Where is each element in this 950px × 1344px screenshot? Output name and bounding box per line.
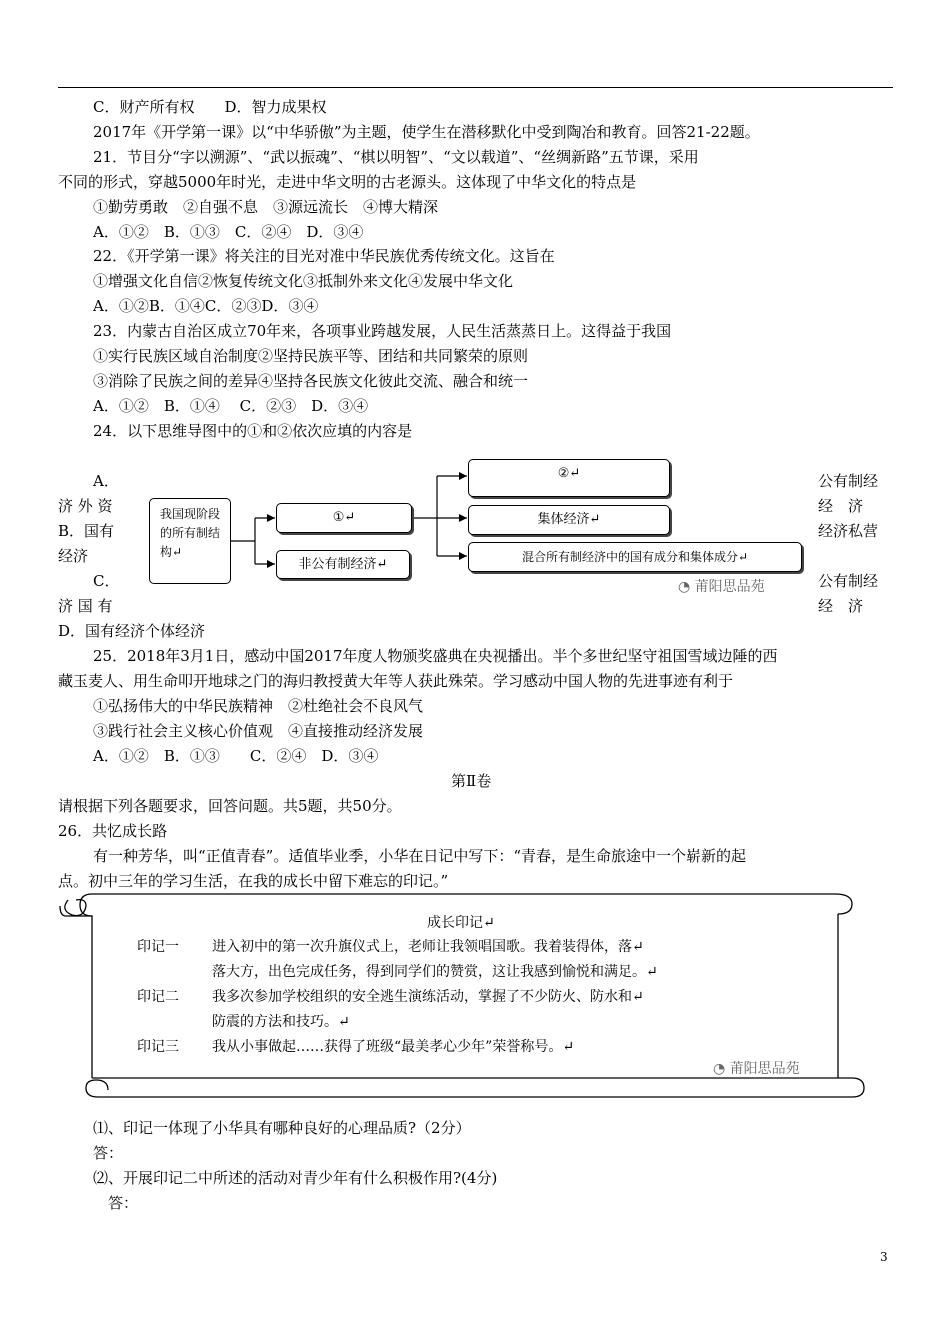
wechat-icon: ◔ <box>678 579 691 595</box>
q24-option-c-right-cont: 经 济 <box>818 597 864 615</box>
q24-option-c: C． <box>93 572 120 590</box>
q24-option-b: B．国有 <box>58 522 115 540</box>
record-2-label: 印记二 <box>137 989 179 1005</box>
q21-items: ①勤劳勇敢 ②自强不息 ③源远流长 ④博大精深 <box>93 198 439 216</box>
q22-options: A．①②B．①④C．②③D．③④ <box>93 297 319 315</box>
record-1-label: 印记一 <box>137 939 179 955</box>
q25-stem-cont: 藏玉麦人、用生命叩开地球之门的海归教授黄大年等人获此殊荣。学习感动中国人物的先进事迹有利于 <box>58 672 734 690</box>
wechat-icon: ◔ <box>713 1061 726 1077</box>
q23-stem: 23．内蒙古自治区成立70年来，各项事业跨越发展，人民生活蒸蒸日上。这得益于我国 <box>93 322 672 340</box>
q23-options: A．①② B．①④ C．②③ D．③④ <box>93 397 369 415</box>
q26-sub-2: ⑵、开展印记二中所述的活动对青少年有什么积极作用?(4分) <box>93 1169 498 1187</box>
q20-options: C．财产所有权 D．智力成果权 <box>93 98 327 116</box>
q24-option-a: A． <box>93 472 119 490</box>
q24-option-a-right-cont: 经 济 <box>818 497 864 515</box>
q26-intro: 有一种芳华，叫“正值青春”。适值毕业季，小华在日记中写下：“青春，是生命旅途中一个崭新的起 <box>93 847 747 865</box>
q22-items: ①增强文化自信②恢复传统文化③抵制外来文化④发展中华文化 <box>93 272 514 290</box>
watermark-diagram: ◔ 莆阳思品苑 <box>678 579 765 595</box>
q25-items-1: ①弘扬伟大的中华民族精神 ②杜绝社会不良风气 <box>93 697 424 715</box>
q25-stem: 25．2018年3月1日，感动中国2017年度人物颁奖盛典在央视播出。半个多世纪坚守祖国雪域边陲的西 <box>93 647 778 665</box>
q24-option-c-right: 公有制经 <box>818 572 879 590</box>
q25-options: A．①② B．①③ C．②④ D．③④ <box>93 747 379 765</box>
record-1-line-1: 进入初中的第一次升旗仪式上，老师让我领唱国歌。我着装得体，落↵ <box>212 939 644 955</box>
record-2-line-2: 防震的方法和技巧。↵ <box>212 1014 350 1030</box>
q21-stem-cont: 不同的形式，穿越5000年时光，走进中华文明的古老源头。这体现了中华文化的特点是 <box>58 173 637 191</box>
q26-intro-cont: 点。初中三年的学习生活，在我的成长中留下难忘的印记。” <box>58 872 449 890</box>
q24-option-b-cont: 经济 <box>58 547 89 565</box>
q22-stem: 22．《开学第一课》将关注的目光对准中华民族优秀传统文化。这旨在 <box>93 247 555 265</box>
q26-title: 26．共忆成长路 <box>58 822 168 840</box>
q21-stem: 21．节目分“字以溯源”、“武以振魂”、“棋以明智”、“文以载道”、“丝绸新路”五节课，采用 <box>93 148 699 166</box>
section-instructions: 请根据下列各题要求，回答问题。共5题，共50分。 <box>58 797 402 815</box>
q26-sub-1: ⑴、印记一体现了小华具有哪种良好的心理品质?（2分） <box>93 1119 471 1137</box>
watermark-scroll: ◔ 莆阳思品苑 <box>713 1061 800 1077</box>
q24-option-a-right: 公有制经 <box>818 472 879 490</box>
q23-items-1: ①实行民族区域自治制度②坚持民族平等、团结和共同繁荣的原则 <box>93 347 529 365</box>
node-blank-1: ①↵ <box>276 503 412 533</box>
q26-answer-1: 答： <box>93 1144 124 1162</box>
q25-items-2: ③践行社会主义核心价值观 ④直接推动经济发展 <box>93 722 424 740</box>
q26-answer-2: 答： <box>108 1194 139 1212</box>
node-blank-2: ②↵ <box>468 459 670 497</box>
q23-items-2: ③消除了民族之间的差异④坚持各民族文化彼此交流、融合和统一 <box>93 372 529 390</box>
node-non-public-economy: 非公有制经济↵ <box>276 550 410 579</box>
record-2-line-1: 我多次参加学校组织的安全逃生演练活动，掌握了不少防火、防水和↵ <box>212 989 644 1005</box>
intro-21-22: 2017年《开学第一课》以“中华骄傲”为主题，使学生在潜移默化中受到陶冶和教育。回答21-22题。 <box>93 123 760 141</box>
q24-option-d: D．国有经济个体经济 <box>58 622 206 640</box>
section-title: 第Ⅱ卷 <box>451 772 492 790</box>
page-number: 3 <box>880 1250 888 1264</box>
q24-option-c-cont: 济 国 有 <box>58 597 113 615</box>
record-1-line-2: 落大方，出色完成任务，得到同学们的赞赏，这让我感到愉悦和满足。↵ <box>212 964 658 980</box>
node-mixed-ownership: 混合所有制经济中的国有成分和集体成分↵ <box>468 542 802 572</box>
q24-option-a-cont: 济 外 资 <box>58 497 113 515</box>
q21-options: A．①② B．①③ C．②④ D．③④ <box>93 223 364 241</box>
node-collective-economy: 集体经济↵ <box>468 505 670 535</box>
scroll-title: 成长印记↵ <box>427 915 495 931</box>
q24-stem: 24．以下思维导图中的①和②依次应填的内容是 <box>93 422 413 440</box>
q24-option-b-right: 经济私营 <box>818 522 879 540</box>
record-3-line-1: 我从小事做起……获得了班级“最美孝心少年”荣誉称号。↵ <box>212 1039 575 1055</box>
record-3-label: 印记三 <box>137 1039 179 1055</box>
node-ownership-structure: 我国现阶段的所有制结构↵ <box>149 498 231 584</box>
